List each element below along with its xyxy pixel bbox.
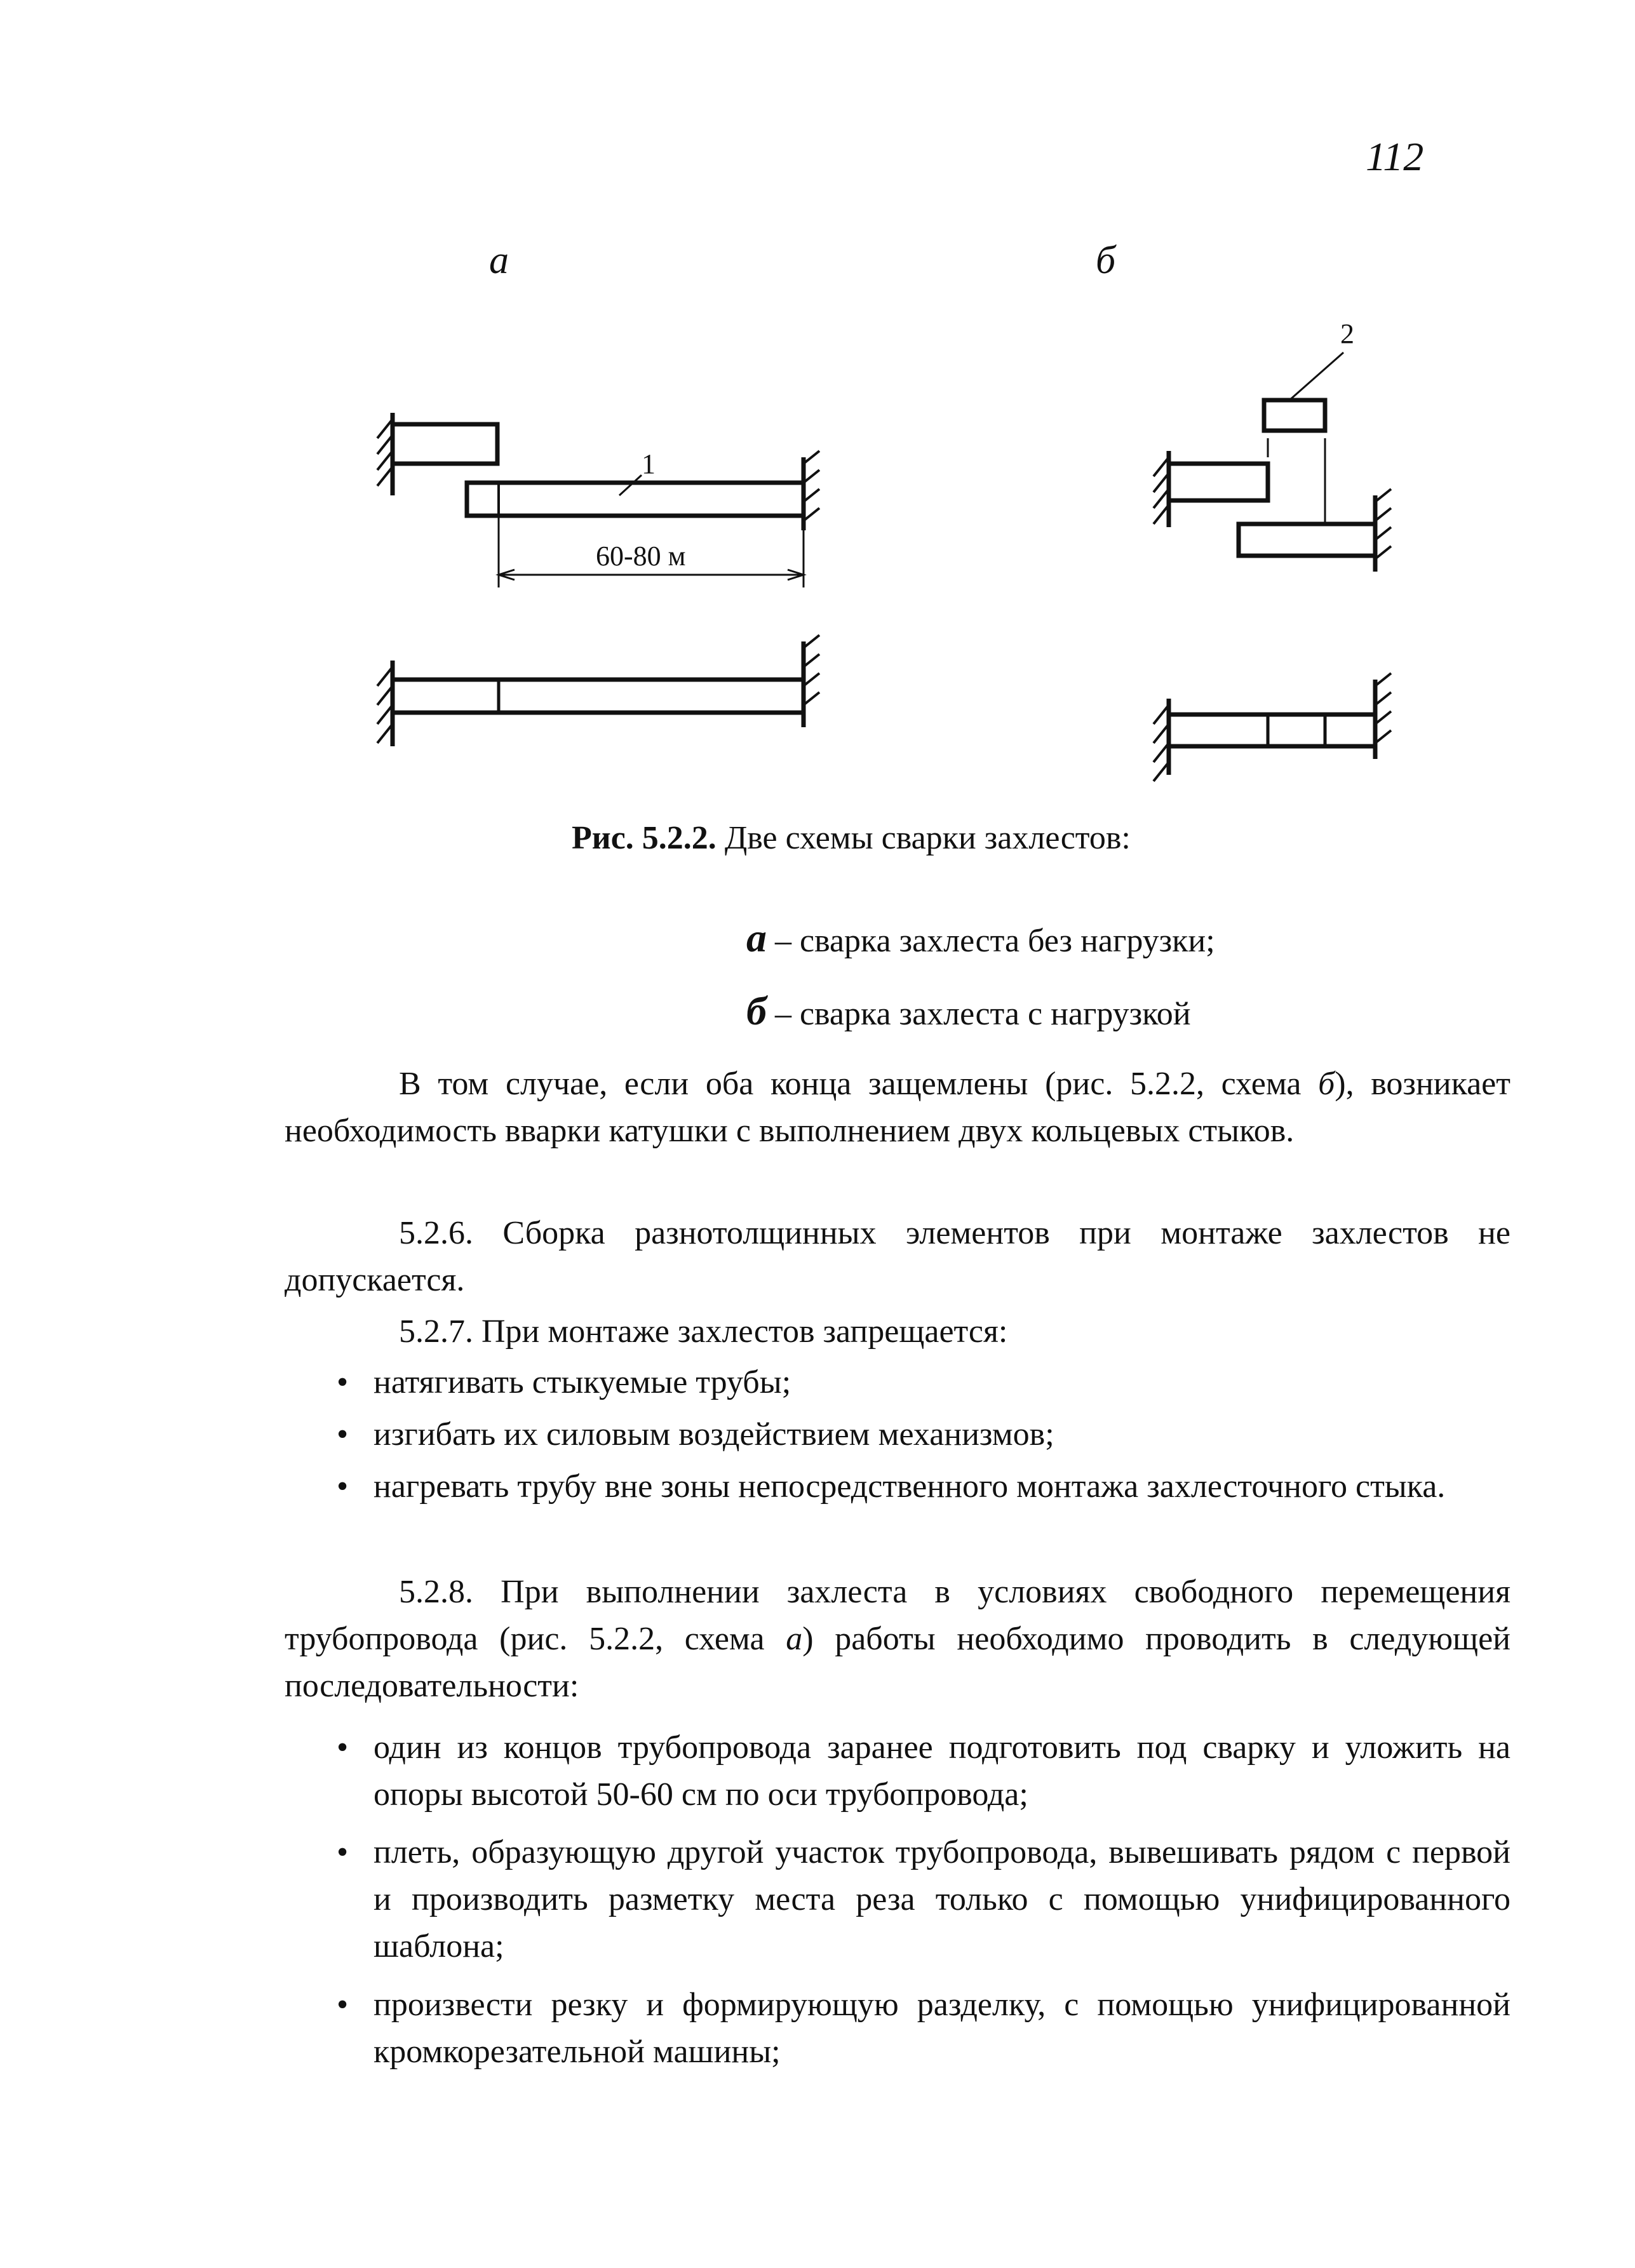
legend-item-b xyxy=(746,988,1191,1035)
list-item xyxy=(337,1463,1511,1510)
list-item-text: нагревать трубу вне зоны непосредственного монтажа захлесточного стыка. xyxy=(373,1468,1446,1505)
legend-text-b: – сварка захлеста с нагрузкой xyxy=(766,996,1191,1032)
p4-text: 5.2.8. При выполнении захлеста в условиях свободного перемещения трубопровода (рис. 5.2.2, схема xyxy=(285,1574,1511,1657)
figure-label-a: а xyxy=(489,239,509,282)
scheme-b-bottom xyxy=(1154,673,1391,781)
p4-text-end: ) работы необходимо проводить в следующей последовательности: xyxy=(285,1621,1511,1704)
page-number: 112 xyxy=(1366,134,1424,179)
paragraph-clamped-ends xyxy=(285,1061,1511,1155)
p1-text: В том случае, если оба конца защемлены (рис. 5.2.2, схема xyxy=(399,1066,1319,1102)
scheme-b-top xyxy=(1154,352,1391,572)
paragraph-5-2-8 xyxy=(285,1569,1511,1710)
list-item-text: плеть, образующую другой участок трубопровода, вывешивать рядом с первой и производить разметку места реза только с помощью унифицированного шаблона; xyxy=(373,1834,1511,1964)
bullet-icon: • xyxy=(337,1468,349,1505)
bullet-icon: • xyxy=(337,1364,349,1400)
list-item-text: натягивать стыкуемые трубы; xyxy=(373,1364,791,1400)
list-item xyxy=(337,1829,1511,1970)
list-item xyxy=(337,1724,1511,1818)
legend-key-b: б xyxy=(746,988,767,1033)
list-item xyxy=(337,1359,1511,1406)
dimension-label: 60-80 м xyxy=(596,540,686,572)
list-item-text: один из концов трубопровода заранее подготовить под сварку и уложить на опоры высотой 50-60 см по оси трубопровода; xyxy=(373,1729,1511,1813)
caption-title: Две схемы сварки захлестов: xyxy=(716,820,1131,856)
caption-number: Рис. 5.2.2. xyxy=(572,820,717,856)
p1-scheme-ref: б xyxy=(1318,1066,1335,1102)
figure-label-b: б xyxy=(1096,239,1116,282)
list-item-text: произвести резку и формирующую разделку, с помощью унифицированной кромкорезательной машины; xyxy=(373,1987,1511,2070)
bullet-icon: • xyxy=(337,1987,349,2023)
legend-key-a: а xyxy=(746,915,767,960)
bullet-icon: • xyxy=(337,1416,349,1453)
callout-1: 1 xyxy=(642,448,656,480)
legend-text-a: – сварка захлеста без нагрузки; xyxy=(767,923,1215,959)
paragraph-5-2-7: 5.2.7. При монтаже захлестов запрещается: xyxy=(399,1313,1008,1350)
list-item xyxy=(337,1411,1511,1458)
scheme-a-bottom xyxy=(377,635,819,746)
list-item xyxy=(337,1982,1511,2076)
welding-scheme-figure xyxy=(0,0,1635,826)
legend-item-a xyxy=(746,915,1215,962)
callout-2: 2 xyxy=(1340,318,1354,349)
p4-scheme-ref: а xyxy=(786,1621,803,1657)
p1-text-end: ), возникает необходимость вварки катушки с выполнением двух кольцевых стыков. xyxy=(285,1066,1511,1149)
paragraph-5-2-6: 5.2.6. Сборка разнотолщинных элементов при монтаже захлестов не допускается. xyxy=(285,1215,1511,1298)
list-item-text: изгибать их силовым воздействием механизмов; xyxy=(373,1416,1054,1453)
bullet-icon: • xyxy=(337,1834,349,1870)
figure-caption xyxy=(572,819,1131,857)
bullet-icon: • xyxy=(337,1729,349,1766)
